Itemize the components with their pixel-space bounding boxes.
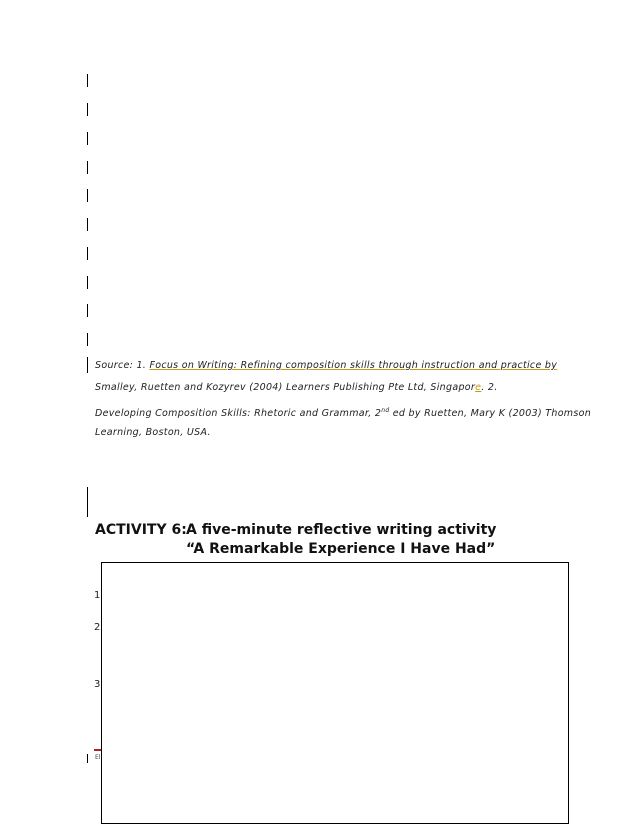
source-book-2: Developing Composition Skills: Rhetoric and Grammar, 2 [95, 408, 382, 420]
list-number-1: 1 [94, 590, 101, 601]
source-line-3 [95, 407, 591, 419]
change-bar [87, 74, 88, 87]
list-number-2: 2 [94, 622, 101, 633]
tracked-change-mark: e [475, 382, 482, 393]
source-author-2: ed by Ruetten, Mary K (2003) Thomson [389, 408, 592, 420]
source-label: Source: 1. [95, 360, 150, 371]
activity-subtitle: “A Remarkable Experience I Have Had” [186, 541, 496, 557]
source-book-1: Focus on Writing: Refining composition skills through instruction and practice by [149, 360, 558, 371]
red-marker [94, 749, 101, 751]
source-line-1 [95, 360, 557, 371]
footer-fragment: El [95, 754, 101, 761]
change-bar [87, 103, 88, 116]
change-bar [87, 132, 88, 145]
change-bar [87, 487, 88, 517]
activity-title: A five-minute reflective writing activity [186, 522, 497, 538]
list-number-3: 3 [94, 679, 101, 690]
change-bar [87, 218, 88, 231]
change-bar [87, 754, 88, 763]
change-bar [87, 247, 88, 260]
change-bar [87, 304, 88, 317]
source-line-4: Learning, Boston, USA. [95, 427, 211, 438]
blank-text-box [101, 562, 569, 824]
change-bar [87, 161, 88, 174]
activity-label: ACTIVITY 6: [95, 522, 187, 538]
ordinal-suffix: nd [381, 407, 390, 414]
source-line-2 [95, 382, 498, 393]
source-number-2: . 2. [481, 382, 498, 393]
change-bar [87, 333, 88, 346]
change-bar [87, 276, 88, 289]
change-bar [87, 357, 88, 373]
change-bar [87, 189, 88, 202]
source-publisher-1: Smalley, Ruetten and Kozyrev (2004) Learners Publishing Pte Ltd, Singapor [95, 382, 476, 393]
